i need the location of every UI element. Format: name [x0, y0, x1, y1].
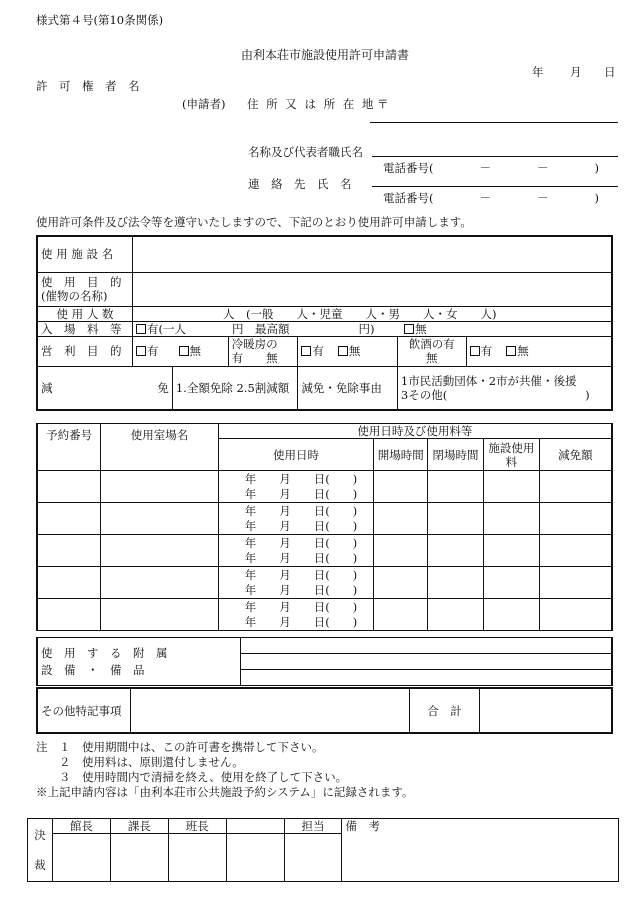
open-cell[interactable]: [374, 471, 428, 503]
col-close: 閉場時間: [428, 439, 484, 471]
date-day: 日: [604, 65, 616, 79]
facility-label: 使 用 施 設 名: [37, 236, 133, 272]
room-cell[interactable]: [101, 535, 219, 567]
fee-cell[interactable]: [483, 599, 539, 631]
headcount-field[interactable]: 人 (一般 人・児童 人・男 人・女 人): [133, 306, 612, 321]
address-label: 住 所 又 は 所 在 地: [247, 97, 376, 111]
datetime-cell[interactable]: 年 月 日( ): [218, 551, 374, 567]
equipment-label: 使 用 す る 附 属 設 備 ・ 備 品: [37, 638, 240, 686]
exemption-label: 減 免: [37, 366, 172, 410]
approval-col-4: [226, 819, 284, 834]
fee-label: 入 場 料 等: [37, 321, 133, 336]
stamp-box-4[interactable]: [226, 834, 284, 882]
page-title: 由利本荘市施設使用許可申請書: [241, 48, 410, 62]
datetime-cell[interactable]: 年 月 日( ): [218, 615, 374, 631]
stamp-box-1[interactable]: [52, 834, 110, 882]
applicant-role: (申請者): [182, 97, 226, 111]
col-discount: 減免額: [539, 439, 612, 471]
table-row: [37, 535, 612, 551]
schedule-table: [36, 423, 613, 631]
datetime-cell[interactable]: 年 月 日( ): [218, 471, 374, 487]
phone-1: 電話番号( － － ): [383, 161, 599, 175]
reservation-cell[interactable]: [37, 535, 101, 567]
col-reservation: 予約番号: [37, 424, 101, 471]
discount-cell[interactable]: [539, 471, 612, 503]
equipment-line-1[interactable]: [240, 638, 612, 654]
notes: [36, 740, 413, 800]
equipment-line-2[interactable]: [240, 654, 612, 670]
reservation-cell[interactable]: [37, 503, 101, 535]
table-row: [37, 471, 612, 487]
equipment-table: [36, 637, 613, 686]
close-cell[interactable]: [428, 471, 484, 503]
datetime-cell[interactable]: 年 月 日( ): [218, 503, 374, 519]
form-number: 様式第４号(第10条関係): [36, 13, 164, 27]
fee-cell[interactable]: [483, 567, 539, 599]
table-row: [37, 567, 612, 583]
profit-label: 営 利 目 的: [37, 336, 133, 366]
discount-cell[interactable]: [539, 599, 612, 631]
stamp-box-3[interactable]: [168, 834, 226, 882]
col-open: 開場時間: [374, 439, 428, 471]
fee-cell[interactable]: [483, 503, 539, 535]
approval-col-3: 班長: [168, 819, 226, 834]
postal-mark: 〒: [377, 97, 389, 111]
datetime-cell[interactable]: 年 月 日( ): [218, 583, 374, 599]
statement: 使用許可条件及び法令等を遵守いたしますので、下記のとおり使用許可申請します。: [36, 215, 472, 229]
discount-cell[interactable]: [539, 503, 612, 535]
aircon-label: 冷暖房の 有 無: [228, 336, 298, 366]
profit-options[interactable]: 有 無: [133, 336, 229, 366]
datetime-cell[interactable]: 年 月 日( ): [218, 519, 374, 535]
room-cell[interactable]: [101, 567, 219, 599]
stamp-box-5[interactable]: [284, 834, 342, 882]
fee-cell[interactable]: [483, 471, 539, 503]
address-line: [370, 122, 618, 123]
open-cell[interactable]: [374, 567, 428, 599]
close-cell[interactable]: [428, 535, 484, 567]
application-table: [36, 235, 613, 411]
purpose-field[interactable]: [133, 272, 612, 306]
other-table: [36, 687, 613, 734]
contact-label: 連 絡 先 氏 名: [248, 177, 352, 191]
equipment-line-3[interactable]: [240, 670, 612, 686]
date-month: 月: [570, 65, 582, 79]
table-row: [37, 599, 612, 615]
approval-label: 決 裁: [28, 819, 53, 882]
close-cell[interactable]: [428, 567, 484, 599]
col-fee: 施設使用料: [483, 439, 539, 471]
note-4: ※上記申請内容は「由利本荘市公共施設予約システム」に記録されます。: [36, 785, 414, 799]
date-year: 年: [532, 65, 544, 79]
fee-cell[interactable]: [483, 535, 539, 567]
addressee-label: 許 可 権 者 名: [36, 79, 140, 93]
total-label: 合 計: [410, 688, 480, 733]
exemption-reason-label: 減免・免除事由: [298, 366, 398, 410]
open-cell[interactable]: [374, 599, 428, 631]
remarks[interactable]: 備 考: [342, 819, 619, 882]
approval-col-1: 館長: [52, 819, 110, 834]
total-field[interactable]: [479, 688, 612, 733]
room-cell[interactable]: [101, 471, 219, 503]
table-row: [37, 503, 612, 519]
aircon-options[interactable]: 有 無: [298, 336, 398, 366]
reservation-cell[interactable]: [37, 471, 101, 503]
other-field[interactable]: [131, 688, 410, 733]
datetime-cell[interactable]: 年 月 日( ): [218, 487, 374, 503]
headcount-label: 使 用 人 数: [37, 306, 133, 321]
room-cell[interactable]: [101, 599, 219, 631]
room-cell[interactable]: [101, 503, 219, 535]
col-datetime: 使用日時: [218, 439, 374, 471]
stamp-box-2[interactable]: [110, 834, 168, 882]
schedule-group-header: 使用日時及び使用料等: [218, 424, 612, 439]
fee-yes-checkbox[interactable]: [136, 324, 146, 334]
approval-col-2: 課長: [110, 819, 168, 834]
approval-col-5: 担当: [284, 819, 342, 834]
reservation-cell[interactable]: [37, 567, 101, 599]
phone-2: 電話番号( － － ): [383, 191, 599, 205]
close-cell[interactable]: [428, 503, 484, 535]
purpose-label: 使 用 目 的 (催物の名称): [37, 272, 133, 306]
note-1: 注 １ 使用期間中は、この許可書を携帯して下さい。: [36, 740, 324, 754]
exemption-types[interactable]: 1.全額免除 2.5割減額: [172, 366, 298, 410]
close-cell[interactable]: [428, 599, 484, 631]
drink-label: 飲酒の有 無: [397, 336, 466, 366]
representative-label: 名称及び代表者職氏名: [248, 145, 363, 159]
note-3: ３ 使用時間内で清掃を終え、使用を終了して下さい。: [36, 770, 348, 784]
other-label: その他特記事項: [37, 688, 131, 733]
fee-field[interactable]: 有(一人 円 最高額 円) 無: [133, 321, 612, 336]
drink-options[interactable]: 有 無: [466, 336, 612, 366]
open-cell[interactable]: [374, 503, 428, 535]
discount-cell[interactable]: [539, 567, 612, 599]
representative-line: [372, 156, 618, 157]
facility-field[interactable]: [133, 236, 612, 272]
discount-cell[interactable]: [539, 535, 612, 567]
approval-table: [27, 818, 619, 882]
datetime-cell[interactable]: 年 月 日( ): [218, 535, 374, 551]
open-cell[interactable]: [374, 535, 428, 567]
reservation-cell[interactable]: [37, 599, 101, 631]
note-2: ２ 使用料は、原則還付しません。: [36, 755, 244, 769]
col-room: 使用室場名: [101, 424, 219, 471]
contact-line: [372, 186, 618, 187]
datetime-cell[interactable]: 年 月 日( ): [218, 599, 374, 615]
exemption-reason-field[interactable]: 1市民活動団体・2市が共催・後援 3その他( ): [397, 366, 612, 410]
fee-no-checkbox[interactable]: [404, 324, 414, 334]
datetime-cell[interactable]: 年 月 日( ): [218, 567, 374, 583]
